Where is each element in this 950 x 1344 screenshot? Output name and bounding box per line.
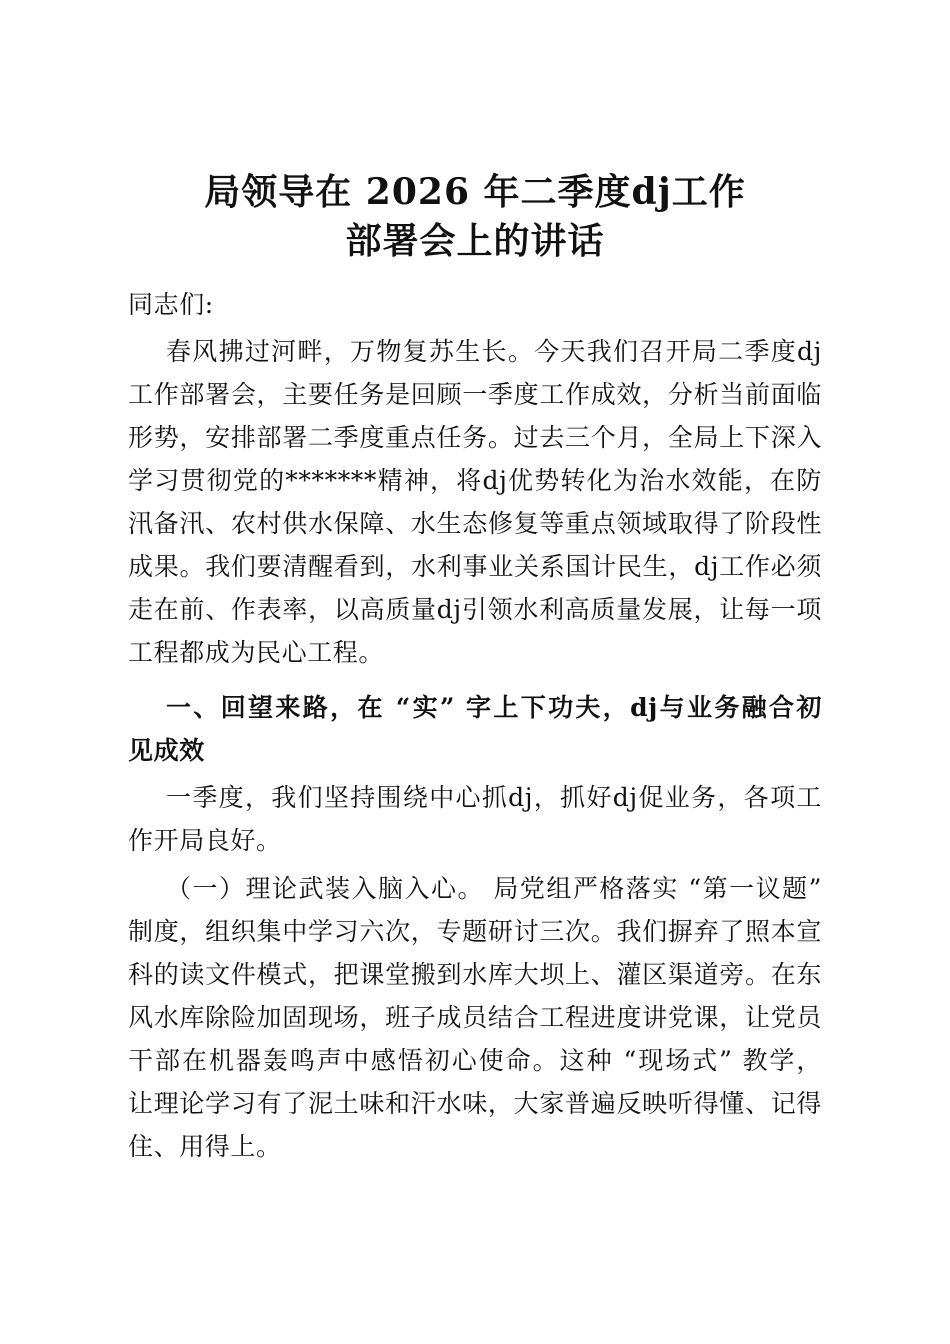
- document-title-line-1: 局领导在 2026 年二季度dj工作: [204, 171, 746, 213]
- section-heading-line: 一、回望来路，在 “实” 字上下功夫，dj与业务融合初: [166, 693, 822, 722]
- paragraph-line: 工作部署会，主要任务是回顾一季度工作成效，分析当前面临: [128, 380, 822, 409]
- greeting: 同志们:: [128, 290, 214, 319]
- paragraph-line: 汛备汛、农村供水保障、水生态修复等重点领域取得了阶段性: [128, 509, 822, 538]
- paragraph-line: 春风拂过河畔，万物复苏生长。今天我们召开局二季度dj: [166, 337, 822, 366]
- paragraph-line: 让理论学习有了泥土味和汗水味，大家普遍反映听得懂、记得: [128, 1089, 822, 1118]
- paragraph-line: 干部在机器轰鸣声中感悟初心使命。这种 “现场式” 教学，: [128, 1046, 822, 1075]
- section-heading-line: 见成效: [128, 736, 205, 765]
- paragraph-line: 走在前、作表率，以高质量dj引领水利高质量发展，让每一项: [128, 595, 822, 624]
- paragraph-line: 风水库除险加固现场，班子成员结合工程进度讲党课，让党员: [128, 1003, 822, 1032]
- paragraph-line: 形势，安排部署二季度重点任务。过去三个月，全局上下深入: [128, 423, 822, 452]
- paragraph-line: 作开局良好。: [128, 826, 282, 855]
- paragraph-line: 科的读文件模式，把课堂搬到水库大坝上、灌区渠道旁。在东: [128, 960, 822, 989]
- paragraph-line: 制度，组织集中学习六次，专题研讨三次。我们摒弃了照本宣: [128, 917, 822, 946]
- paragraph-line: 学习贯彻党的*******精神，将dj优势转化为治水效能，在防: [128, 466, 822, 495]
- document-title-line-2: 部署会上的讲话: [345, 220, 605, 262]
- paragraph-line: 一季度，我们坚持围绕中心抓dj，抓好dj促业务，各项工: [166, 783, 822, 812]
- paragraph-line: 工程都成为民心工程。: [128, 638, 385, 667]
- paragraph-line: 成果。我们要清醒看到，水利事业关系国计民生，dj工作必须: [128, 552, 822, 581]
- paragraph-line: 住、用得上。: [128, 1132, 282, 1161]
- paragraph-line: （一）理论武装入脑入心。 局党组严格落实 “第一议题”: [166, 874, 822, 903]
